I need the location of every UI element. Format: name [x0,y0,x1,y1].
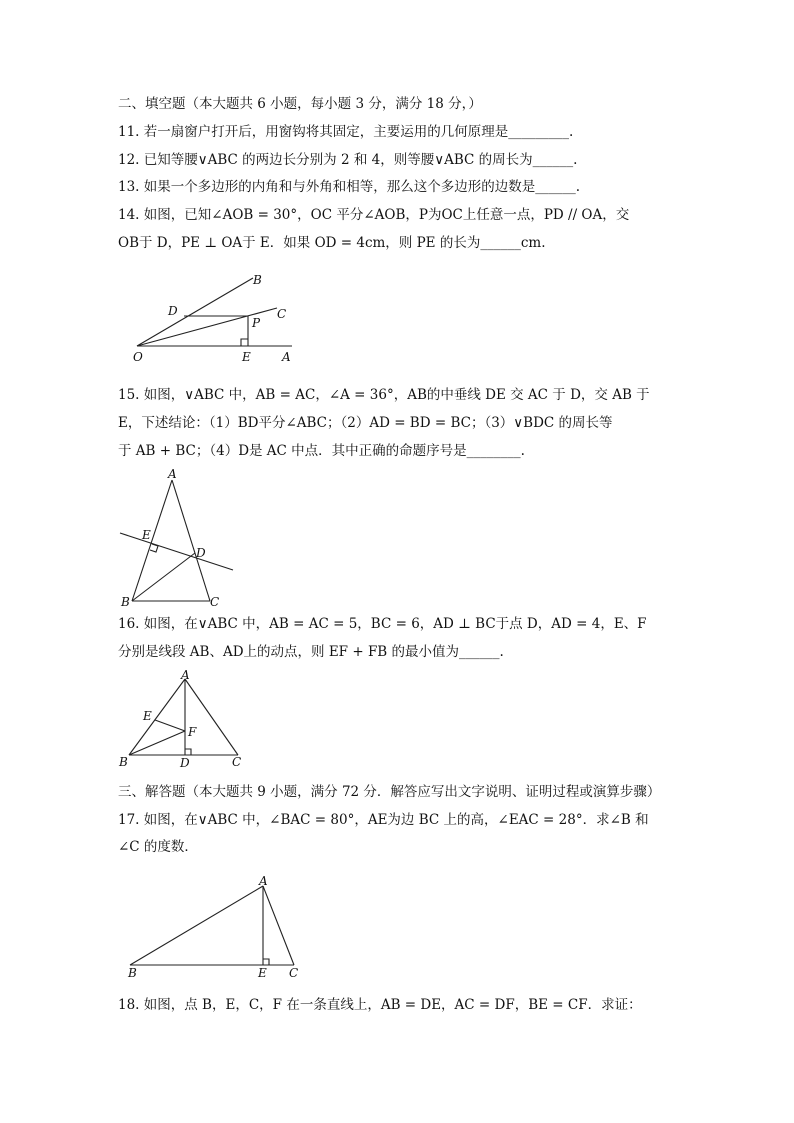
question-13: 13. 如果一个多边形的内角和与外角和相等，那么这个多边形的边数是______. [118,179,581,195]
label-B: B [128,966,137,980]
label-E: E [258,966,267,980]
question-16-line-1: 16. 如图，在∨ABC 中，AB = AC = 5，BC = 6，AD ⊥ BC于点 D，AD = 4，E、F [118,616,647,632]
question-16-figure [115,668,250,773]
label-P: P [252,316,261,330]
question-15-figure [115,466,245,611]
label-C: C [232,755,242,769]
side-ab [129,679,185,755]
label-E: E [242,350,251,364]
right-angle-mark [185,749,191,755]
label-O: O [133,350,143,364]
side-ab [132,480,172,601]
segment-ef [155,720,185,731]
label-D: D [196,546,206,560]
question-14-line-2: OB于 D，PE ⊥ OA于 E．如果 OD = 4cm，则 PE 的长为______cm. [118,235,546,251]
label-B: B [119,755,128,769]
label-C: C [277,307,287,321]
question-14-line-1: 14. 如图，已知∠AOB = 30°，OC 平分∠AOB，P为OC上任意一点，PD // OA，交 [118,207,630,223]
question-11: 11. 若一扇窗户打开后，用窗钩将其固定，主要运用的几何原理是_________. [118,124,574,140]
right-angle-mark [263,959,269,965]
ray-ob [137,278,253,346]
label-D: D [168,304,178,318]
right-angle-mark [241,339,248,346]
label-B: B [253,273,262,287]
label-A: A [181,668,190,682]
question-16-line-2: 分别是线段 AB、AD上的动点，则 EF + FB 的最小值为______. [118,644,504,660]
question-14-figure [125,268,305,368]
question-12: 12. 已知等腰∨ABC 的两边长分别为 2 和 4，则等腰∨ABC 的周长为______. [118,152,578,168]
perpendicular-bisector-de [120,533,233,570]
side-ab [130,886,263,965]
label-C: C [289,966,299,980]
segment-bd [132,553,195,601]
label-A: A [168,467,177,481]
question-15-line-2: E，下述结论：（1）BD平分∠ABC；（2）AD = BD = BC；（3）∨BDC 的周长等 [118,415,613,431]
label-C: C [210,595,220,609]
side-ac [185,679,238,755]
question-18-line-1: 18. 如图，点 B，E，C，F 在一条直线上，AB = DE，AC = DF，BE = CF．求证： [118,997,642,1013]
label-F: F [188,725,197,739]
question-17-figure [122,872,307,982]
section-header-fill-in: 二、填空题（本大题共 6 小题，每小题 3 分，满分 18 分，） [118,96,482,112]
label-A: A [259,874,268,888]
right-angle-mark [150,544,158,552]
question-15-line-3: 于 AB + BC；（4）D是 AC 中点．其中正确的命题序号是________. [118,443,525,459]
label-D: D [180,756,190,770]
label-E: E [142,528,151,542]
question-17-line-2: ∠C 的度数． [118,839,198,855]
side-ac [172,480,210,601]
label-A: A [282,350,291,364]
side-ac [263,886,294,965]
label-E: E [143,709,152,723]
label-B: B [121,595,130,609]
section-header-answer: 三、解答题（本大题共 9 小题，满分 72 分．解答应写出文字说明、证明过程或演算步骤） [118,784,661,800]
question-15-line-1: 15. 如图，∨ABC 中，AB = AC，∠A = 36°，AB的中垂线 DE 交 AC 于 D，交 AB 于 [118,387,650,403]
question-17-line-1: 17. 如图，在∨ABC 中，∠BAC = 80°，AE为边 BC 上的高，∠EAC = 28°．求∠B 和 [118,812,649,828]
